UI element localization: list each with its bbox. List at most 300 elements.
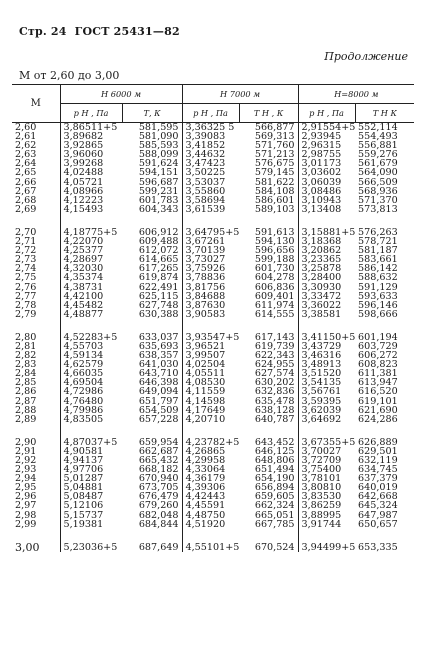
temperature-cell: 593,633 [358, 290, 398, 302]
spacer-cell [239, 529, 298, 543]
pressure-cell: 4,32030 [60, 264, 122, 273]
pressure-cell: 4,59134 [60, 351, 122, 360]
temperature-cell: 591,129 [358, 281, 398, 293]
mach-cell: 2,69 [15, 203, 37, 215]
temperature-cell: 596,146 [358, 299, 398, 311]
temperature-cell: 651,797 [138, 395, 179, 407]
page-header [19, 25, 184, 38]
pressure-cell: 5,01287 [60, 474, 122, 483]
pressure-cell: 3,70027 [298, 447, 355, 456]
temperature-cell: 564,090 [358, 167, 398, 179]
pressure-cell: 3,39083 [182, 132, 239, 141]
temperature-cell: 630,388 [138, 308, 179, 320]
pressure-cell: 3,75400 [298, 465, 355, 474]
pressure-cell: 3,33472 [298, 292, 355, 301]
table-row [12, 415, 414, 424]
pressure-cell: 3,58694 [182, 196, 239, 205]
temperature-cell: 617,143 [254, 331, 295, 343]
temperature-cell: 635,693 [138, 340, 179, 352]
pressure-cell: 2,91554+5 [298, 123, 355, 133]
pressure-cell: 4,79986 [60, 406, 122, 415]
temperature-cell: 687,649 [138, 541, 179, 553]
col-header-pressure: р Н , Па [298, 104, 355, 123]
temperature-cell: 573,813 [358, 203, 398, 215]
spacer-cell [122, 529, 182, 543]
temperature-cell: 598,666 [358, 308, 398, 320]
temperature-cell: 586,601 [254, 194, 295, 206]
spacer-cell [182, 529, 239, 543]
pressure-cell: 3,70139 [182, 246, 239, 255]
temperature-cell: 581,187 [358, 245, 398, 257]
pressure-cell: 4,08966 [60, 187, 122, 196]
pressure-cell: 3,86259 [298, 501, 355, 510]
spacer-cell [239, 424, 298, 438]
mach-cell: 2,84 [15, 368, 37, 380]
temperature-cell: 603,729 [358, 340, 398, 352]
temperature-cell: 612,072 [138, 245, 179, 257]
pressure-cell: 3,03602 [298, 168, 355, 177]
pressure-cell: 3,94499+5 [298, 543, 355, 552]
temperature-cell: 638,128 [254, 404, 295, 416]
row-spacer [12, 529, 414, 543]
temperature-cell: 599,231 [138, 185, 179, 197]
pressure-cell: 3,93547+5 [182, 333, 239, 342]
mach-cell: 2,83 [15, 359, 37, 371]
pressure-cell: 4,05511 [182, 369, 239, 378]
spacer-cell [122, 214, 182, 228]
pressure-cell: 4,39306 [182, 483, 239, 492]
temperature-cell: 579,145 [254, 167, 295, 179]
pressure-cell: 4,38731 [60, 283, 122, 292]
pressure-cell: 3,46316 [298, 351, 355, 360]
pressure-cell: 3,28400 [298, 273, 355, 282]
temperature-cell: 586,142 [358, 263, 398, 275]
pressure-cell: 2,98755 [298, 150, 355, 159]
temperature-cell: 554,493 [358, 131, 398, 143]
pressure-cell: 4,69504 [60, 378, 122, 387]
temperature-cell: 643,710 [138, 368, 179, 380]
group-header-8000: Н=8000 м [298, 85, 414, 104]
temperature-cell: 679,260 [138, 500, 179, 512]
temperature-cell: 611,974 [254, 299, 295, 311]
pressure-cell: 4,20710 [182, 415, 239, 424]
col-header-pressure: р Н , Па [182, 104, 239, 123]
pressure-cell: 3,89682 [60, 132, 122, 141]
temperature-cell: 634,745 [358, 464, 398, 476]
pressure-cell: 3,01173 [298, 159, 355, 168]
mach-cell: 2,78 [15, 299, 37, 311]
table-body [12, 123, 414, 552]
pressure-cell: 3,15881+5 [298, 228, 355, 237]
temperature-cell: 624,286 [358, 413, 398, 425]
pressure-cell: 4,42100 [60, 292, 122, 301]
pressure-cell: 3,51520 [298, 369, 355, 378]
pressure-cell: 3,78836 [182, 273, 239, 282]
temperature-cell: 616,520 [358, 386, 398, 398]
spacer-cell [12, 319, 60, 333]
spacer-cell [298, 319, 355, 333]
spacer-cell [182, 424, 239, 438]
temperature-cell: 552,114 [358, 122, 398, 133]
pressure-cell: 3,41150+5 [298, 333, 355, 342]
spacer-cell [355, 214, 414, 228]
pressure-cell: 4,51920 [182, 520, 239, 529]
pressure-cell: 4,02488 [60, 168, 122, 177]
row-spacer [12, 424, 414, 438]
mach-cell: 2,76 [15, 281, 37, 293]
pressure-cell: 3,08486 [298, 187, 355, 196]
temperature-cell: 629,501 [358, 445, 398, 457]
temperature-cell: 659,954 [138, 436, 179, 448]
mach-cell: 2,92 [15, 455, 37, 466]
pressure-cell: 3,96521 [182, 342, 239, 351]
col-header-pressure: р Н , Па [60, 104, 122, 123]
temperature-cell: 624,955 [254, 359, 295, 371]
mach-cell: 2,96 [15, 491, 37, 503]
pressure-cell: 3,78101 [298, 474, 355, 483]
mach-cell: 2,97 [15, 500, 37, 512]
temperature-cell: 588,632 [358, 272, 398, 284]
pressure-cell: 3,06039 [298, 178, 355, 187]
pressure-cell: 3,80810 [298, 483, 355, 492]
mach-cell: 2,71 [15, 236, 37, 248]
mach-cell: 2,60 [15, 122, 37, 133]
spacer-cell [60, 214, 122, 228]
temperature-cell: 608,823 [358, 359, 398, 371]
temperature-cell: 622,491 [138, 281, 179, 293]
temperature-cell: 667,785 [254, 518, 295, 530]
pressure-cell: 4,25377 [60, 246, 122, 255]
temperature-cell: 645,324 [358, 500, 398, 512]
temperature-cell: 606,836 [254, 281, 295, 293]
mach-cell: 2,82 [15, 350, 37, 362]
pressure-cell: 3,54135 [298, 378, 355, 387]
temperature-cell: 656,894 [254, 482, 295, 494]
pressure-cell: 5,04881 [60, 483, 122, 492]
mach-cell: 2,85 [15, 377, 37, 389]
pressure-cell: 3,10943 [298, 196, 355, 205]
pressure-cell: 4,26865 [182, 447, 239, 456]
mach-cell: 2,88 [15, 404, 37, 416]
pressure-cell: 3,59395 [298, 397, 355, 406]
pressure-cell: 4,14598 [182, 397, 239, 406]
temperature-cell: 594,151 [138, 167, 179, 179]
mach-cell: 2,81 [15, 340, 37, 352]
pressure-cell: 3,61539 [182, 205, 239, 214]
pressure-cell: 3,83530 [298, 492, 355, 501]
temperature-cell: 601,194 [358, 331, 398, 343]
temperature-cell: 581,622 [254, 176, 295, 188]
temperature-cell: 614,665 [138, 254, 179, 266]
temperature-cell: 668,182 [138, 464, 179, 476]
spacer-cell [60, 424, 122, 438]
temperature-cell: 662,324 [254, 500, 295, 512]
pressure-cell: 4,35374 [60, 273, 122, 282]
pressure-cell: 4,48877 [60, 310, 122, 319]
temperature-cell: 646,125 [254, 445, 295, 457]
pressure-cell: 4,17649 [182, 406, 239, 415]
pressure-cell: 4,55101+5 [182, 543, 239, 552]
temperature-cell: 641,030 [138, 359, 179, 371]
temperature-cell: 609,488 [138, 236, 179, 248]
mach-cell: 2,91 [15, 445, 37, 457]
temperature-cell: 665,432 [138, 455, 179, 466]
temperature-cell: 626,889 [358, 436, 398, 448]
mach-cell: 2,94 [15, 473, 37, 485]
pressure-cell: 4,94137 [60, 456, 122, 465]
temperature-cell: 630,202 [254, 377, 295, 389]
pressure-cell: 4,72986 [60, 387, 122, 396]
spacer-cell [12, 424, 60, 438]
mach-cell: 2,90 [15, 436, 37, 448]
mach-cell: 2,93 [15, 464, 37, 476]
temperature-cell: 604,343 [138, 203, 179, 215]
mach-cell: 2,61 [15, 131, 37, 143]
pressure-cell: 3,72709 [298, 456, 355, 465]
temperature-cell: 609,401 [254, 290, 295, 302]
temperature-cell: 638,357 [138, 350, 179, 362]
pressure-cell: 3,41852 [182, 141, 239, 150]
row-spacer [12, 319, 414, 333]
temperature-cell: 665,051 [254, 509, 295, 521]
temperature-cell: 619,101 [358, 395, 398, 407]
pressure-cell: 3,92865 [60, 141, 122, 150]
pressure-cell: 4,15493 [60, 205, 122, 214]
pressure-cell: 4,52283+5 [60, 333, 122, 342]
pressure-cell: 4,87037+5 [60, 438, 122, 447]
temperature-cell: 619,874 [138, 272, 179, 284]
pressure-cell: 3,99507 [182, 351, 239, 360]
temperature-cell: 611,381 [358, 368, 398, 380]
temperature-cell: 659,605 [254, 491, 295, 503]
row-spacer [12, 214, 414, 228]
temperature-cell: 654,190 [254, 473, 295, 485]
temperature-cell: 601,783 [138, 194, 179, 206]
pressure-cell: 3,48913 [298, 360, 355, 369]
mach-cell: 2,89 [15, 413, 37, 425]
pressure-cell: 3,90583 [182, 310, 239, 319]
temperature-cell: 561,679 [358, 158, 398, 170]
temperature-cell: 635,478 [254, 395, 295, 407]
pressure-cell: 3,18368 [298, 237, 355, 246]
temperature-cell: 599,188 [254, 254, 295, 266]
spacer-cell [298, 214, 355, 228]
pressure-cell: 3,36022 [298, 301, 355, 310]
pressure-cell: 3,55860 [182, 187, 239, 196]
mach-cell: 2,68 [15, 194, 37, 206]
mach-cell: 2,77 [15, 290, 37, 302]
temperature-cell: 591,624 [138, 158, 179, 170]
table-row [12, 310, 414, 319]
temperature-cell: 662,687 [138, 445, 179, 457]
temperature-cell: 642,668 [358, 491, 398, 503]
mach-cell: 2,95 [15, 482, 37, 494]
pressure-cell: 3,73027 [182, 255, 239, 264]
temperature-cell: 676,479 [138, 491, 179, 503]
spacer-cell [122, 319, 182, 333]
temperature-cell: 583,661 [358, 254, 398, 266]
temperature-cell: 657,228 [138, 413, 179, 425]
temperature-cell: 684,844 [138, 518, 179, 530]
pressure-cell: 4,11559 [182, 387, 239, 396]
temperature-cell: 619,739 [254, 340, 295, 352]
pressure-cell: 4,42443 [182, 492, 239, 501]
pressure-cell: 4,29958 [182, 456, 239, 465]
temperature-cell: 640,019 [358, 482, 398, 494]
group-header-7000: Н 7000 м [182, 85, 298, 104]
pressure-cell: 4,05721 [60, 178, 122, 187]
pressure-cell: 3,87630 [182, 301, 239, 310]
mach-cell: 2,86 [15, 386, 37, 398]
temperature-cell: 640,787 [254, 413, 295, 425]
temperature-cell: 627,748 [138, 299, 179, 311]
temperature-cell: 621,690 [358, 404, 398, 416]
temperature-cell: 614,555 [254, 308, 295, 320]
temperature-cell: 589,103 [254, 203, 295, 215]
mach-cell: 2,63 [15, 149, 37, 161]
temperature-cell: 576,675 [254, 158, 295, 170]
spacer-cell [182, 214, 239, 228]
temperature-cell: 571,370 [358, 194, 398, 206]
pressure-cell: 4,22070 [60, 237, 122, 246]
temperature-cell: 606,912 [138, 226, 179, 238]
mach-cell: 2,70 [15, 226, 37, 238]
temperature-cell: 637,379 [358, 473, 398, 485]
pressure-cell: 3,64795+5 [182, 228, 239, 237]
standard-code: ГОСТ 25431—82 [74, 25, 180, 38]
table-row [12, 205, 414, 214]
pressure-cell: 4,48750 [182, 511, 239, 520]
temperature-cell: 568,936 [358, 185, 398, 197]
continuation-note: Продолжение [324, 50, 408, 63]
pressure-cell: 5,15737 [60, 511, 122, 520]
temperature-cell: 670,940 [138, 473, 179, 485]
pressure-cell: 5,19381 [60, 520, 122, 529]
temperature-cell: 627,574 [254, 368, 295, 380]
mach-cell: 2,75 [15, 272, 37, 284]
pressure-cell: 3,56761 [298, 387, 355, 396]
temperature-cell: 648,806 [254, 455, 295, 466]
temperature-cell: 571,760 [254, 140, 295, 152]
temperature-cell: 632,119 [358, 455, 398, 466]
group-header-6000: Н 6000 м [60, 85, 182, 104]
mach-cell: 3,00 [15, 540, 40, 554]
temperature-cell: 653,335 [358, 541, 398, 553]
pressure-cell: 3,88995 [298, 511, 355, 520]
spacer-cell [60, 529, 122, 543]
temperature-cell: 604,278 [254, 272, 295, 284]
pressure-cell: 4,45591 [182, 501, 239, 510]
temperature-cell: 650,657 [358, 518, 398, 530]
temperature-cell: 617,265 [138, 263, 179, 275]
temperature-cell: 584,108 [254, 185, 295, 197]
pressure-cell: 2,96315 [298, 141, 355, 150]
pressure-cell: 4,90581 [60, 447, 122, 456]
pressure-cell: 3,25878 [298, 264, 355, 273]
temperature-cell: 601,730 [254, 263, 295, 275]
temperature-cell: 596,656 [254, 245, 295, 257]
mach-cell: 2,67 [15, 185, 37, 197]
pressure-cell: 3,13408 [298, 205, 355, 214]
temperature-cell: 670,524 [254, 541, 295, 553]
pressure-cell: 4,45482 [60, 301, 122, 310]
mach-cell: 2,73 [15, 254, 37, 266]
temperature-cell: 585,593 [138, 140, 179, 152]
pressure-cell: 4,02504 [182, 360, 239, 369]
temperature-cell: 633,037 [138, 331, 179, 343]
pressure-cell: 3,86511+5 [60, 123, 122, 133]
pressure-cell: 2,93945 [298, 132, 355, 141]
temperature-cell: 647,987 [358, 509, 398, 521]
pressure-cell: 4,62579 [60, 360, 122, 369]
pressure-cell: 4,23782+5 [182, 438, 239, 447]
col-header-temperature: Т Н , К [239, 104, 298, 123]
pressure-cell: 3,44632 [182, 150, 239, 159]
pressure-cell: 3,20862 [298, 246, 355, 255]
col-header-mach: М [30, 98, 41, 109]
pressure-cell: 3,62039 [298, 406, 355, 415]
pressure-cell: 3,67261 [182, 237, 239, 246]
temperature-cell: 606,272 [358, 350, 398, 362]
pressure-cell: 3,36325 5 [182, 123, 239, 133]
temperature-cell: 578,721 [358, 236, 398, 248]
temperature-cell: 566,877 [254, 122, 295, 133]
pressure-cell: 4,76480 [60, 397, 122, 406]
temperature-cell: 569,313 [254, 131, 295, 143]
pressure-cell: 3,96060 [60, 150, 122, 159]
pressure-cell: 3,91744 [298, 520, 355, 529]
mach-cell: 2,62 [15, 140, 37, 152]
pressure-cell: 3,67355+5 [298, 438, 355, 447]
mach-cell: 2,74 [15, 263, 37, 275]
temperature-cell: 576,263 [358, 226, 398, 238]
mach-cell: 2,66 [15, 176, 37, 188]
mach-cell: 2,98 [15, 509, 37, 521]
table-row [12, 543, 414, 552]
temperature-cell: 566,509 [358, 176, 398, 188]
spacer-cell [60, 319, 122, 333]
temperature-cell: 682,048 [138, 509, 179, 521]
pressure-cell: 4,33064 [182, 465, 239, 474]
pressure-cell: 3,53037 [182, 178, 239, 187]
page-number: Стр. 24 [19, 25, 67, 38]
temperature-cell: 649,094 [138, 386, 179, 398]
pressure-cell: 4,18775+5 [60, 228, 122, 237]
pressure-cell: 4,97706 [60, 465, 122, 474]
pressure-cell: 3,47423 [182, 159, 239, 168]
pressure-cell: 5,12106 [60, 501, 122, 510]
temperature-cell: 588,099 [138, 149, 179, 161]
temperature-cell: 591,613 [254, 226, 295, 238]
pressure-cell: 4,08530 [182, 378, 239, 387]
temperature-cell: 654,509 [138, 404, 179, 416]
mach-cell: 2,65 [15, 167, 37, 179]
temperature-cell: 556,881 [358, 140, 398, 152]
spacer-cell [298, 424, 355, 438]
temperature-cell: 581,595 [138, 122, 179, 133]
spacer-cell [239, 319, 298, 333]
pressure-cell: 3,64692 [298, 415, 355, 424]
pressure-cell: 3,84688 [182, 292, 239, 301]
pressure-cell: 3,23365 [298, 255, 355, 264]
pressure-cell: 4,28697 [60, 255, 122, 264]
pressure-cell: 4,36179 [182, 474, 239, 483]
temperature-cell: 559,276 [358, 149, 398, 161]
spacer-cell [355, 424, 414, 438]
pressure-cell: 3,81756 [182, 283, 239, 292]
temperature-cell: 651,494 [254, 464, 295, 476]
mach-cell: 2,99 [15, 518, 37, 530]
